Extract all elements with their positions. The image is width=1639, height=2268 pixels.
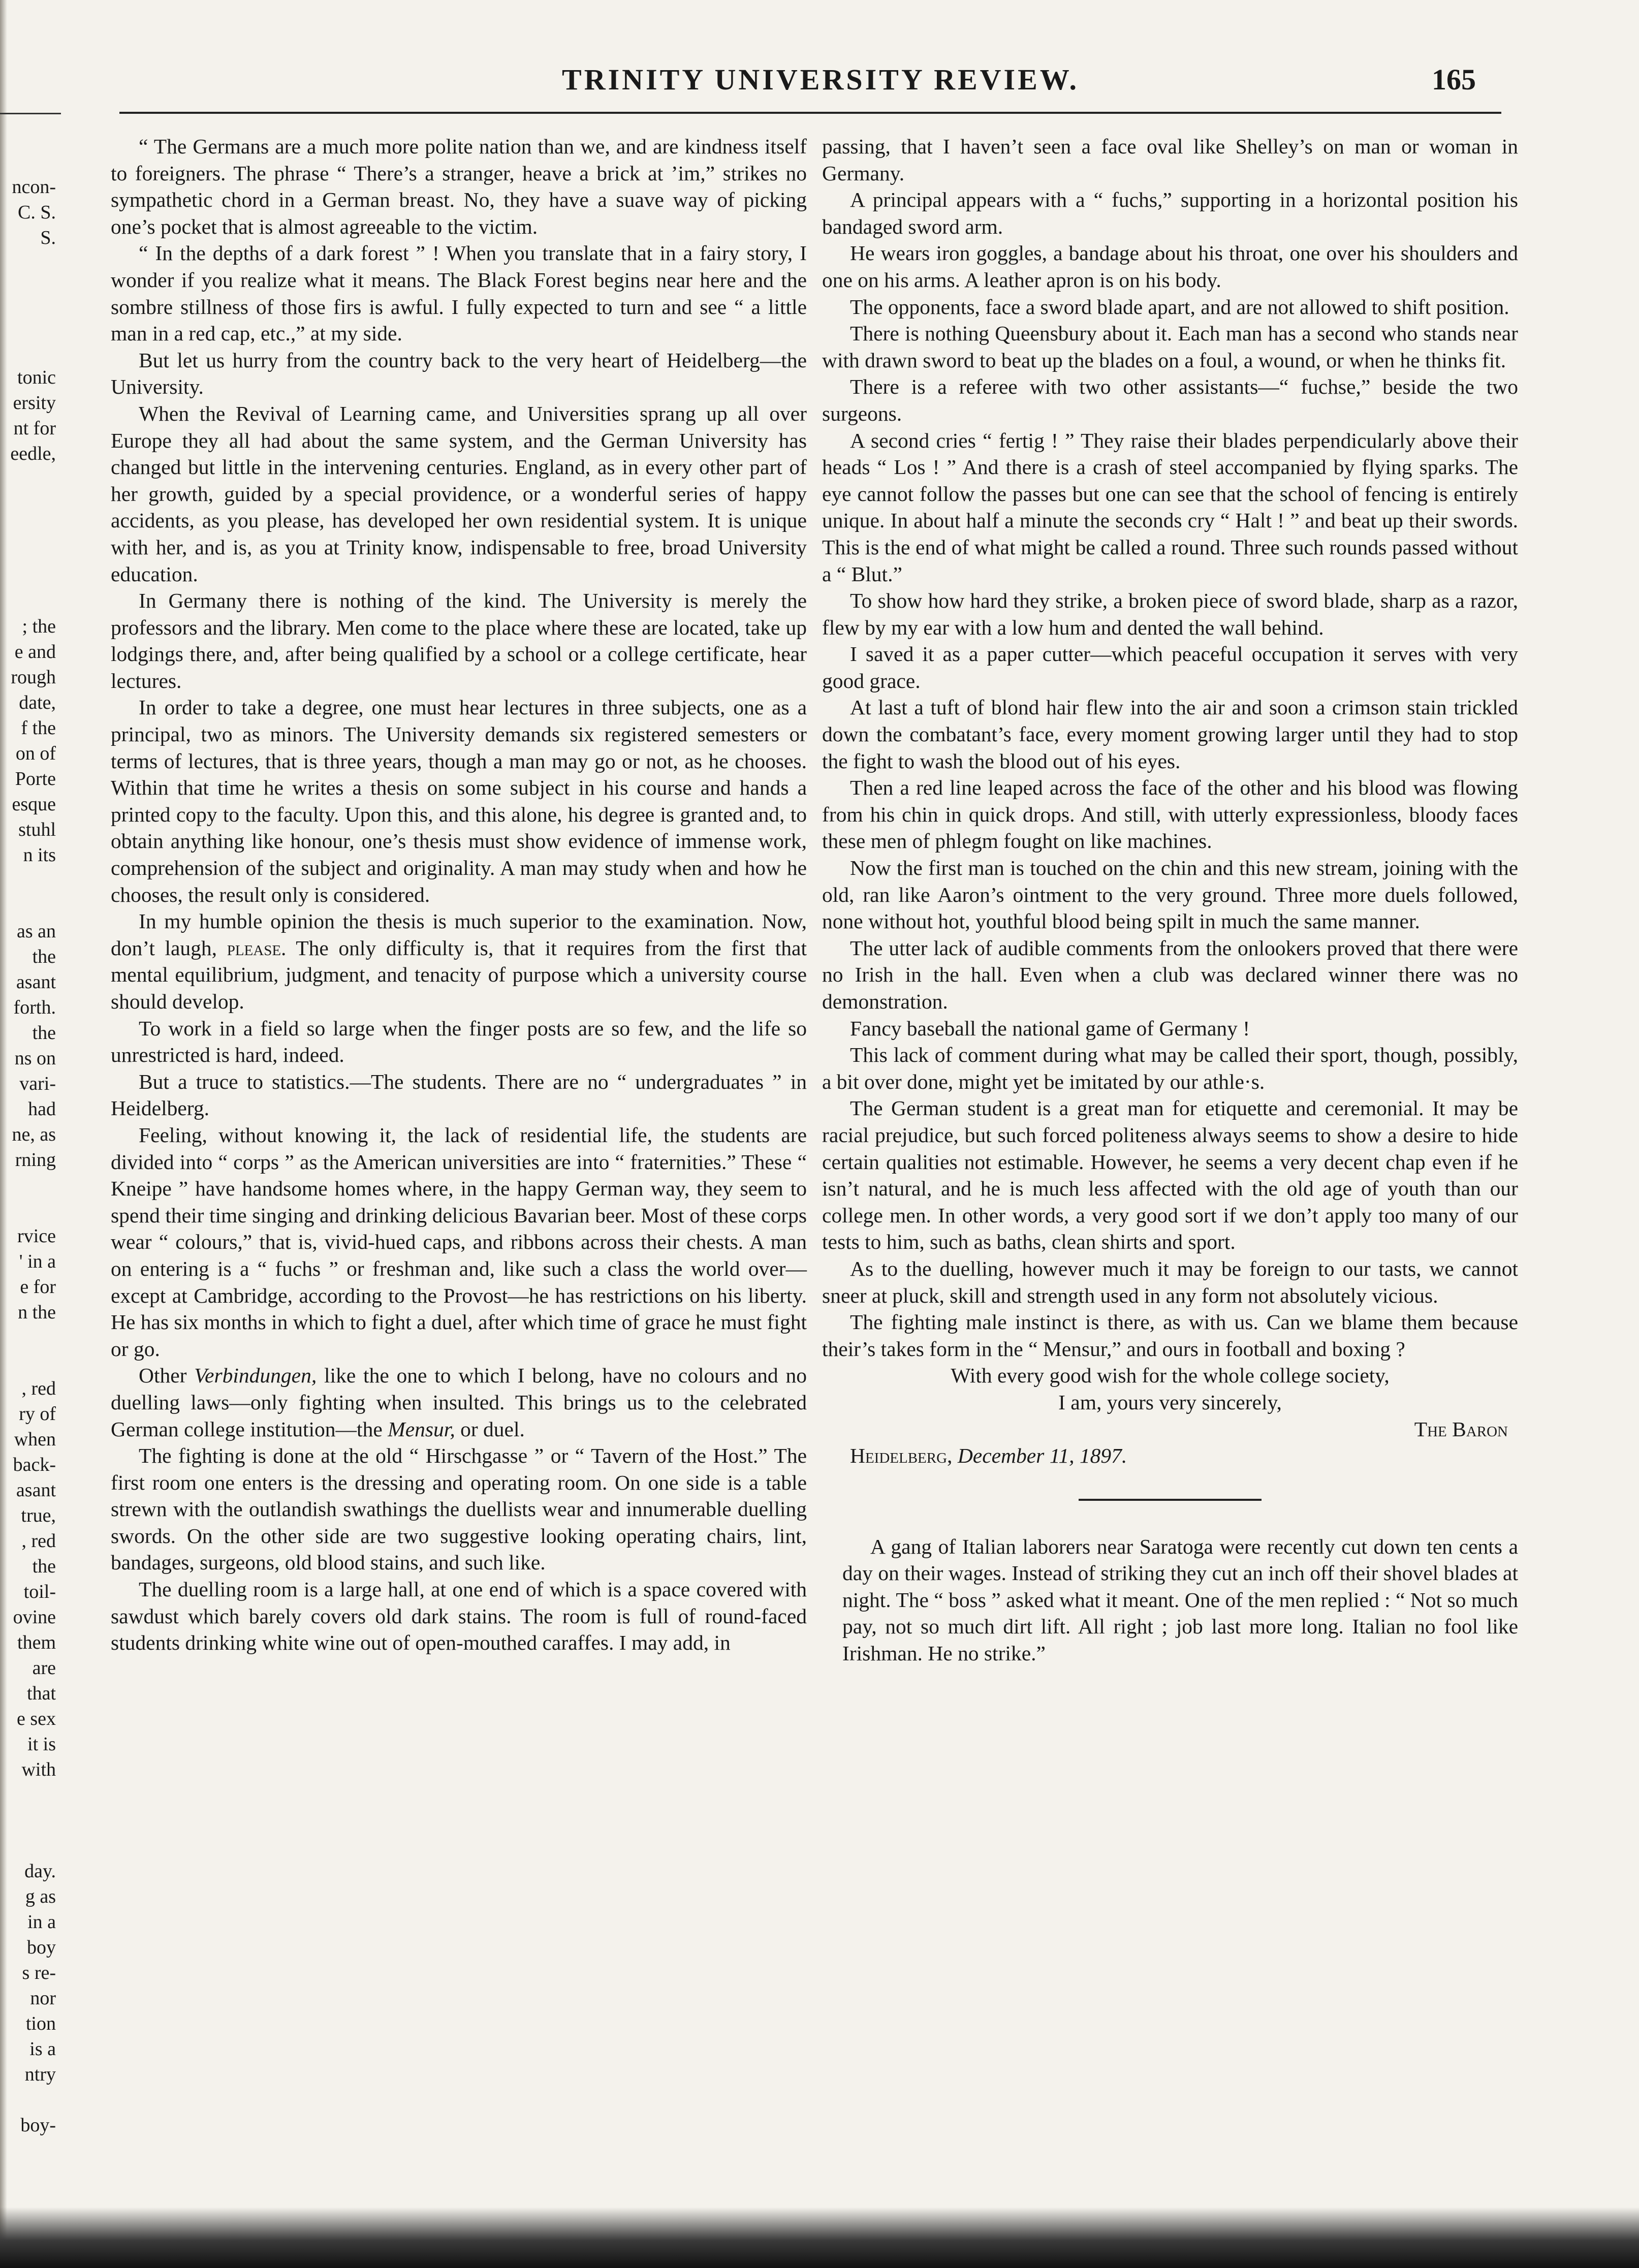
paragraph: The fighting is done at the old “ Hirschgasse ” or “ Tavern of the Host.” The first room one enters is the dressing and operating room. On one side is a table strewn with the outlandish swathings the duellists wear and innumerable duelling swords. On the other side are two suggestive looking operating chairs, lint, bandages, surgeons, old blood stains, and such like. — [111, 1444, 807, 1574]
facing-page-fragment: are — [32, 1657, 56, 1679]
facing-page-fragment: ns on — [14, 1048, 56, 1069]
facing-page-fragment: n the — [18, 1302, 56, 1323]
facing-page-fragment: it is — [27, 1734, 56, 1755]
paragraph: In order to take a degree, one must hear lectures in three subjects, one as a principal, two as minors. The University demands six registered semesters or terms of lectures, that is three years, though a man may go or not, as he chooses. Within that time he writes a thesis on some subject in his course and hands a printed copy to the faculty. Upon this, and this alone, his degree is granted and, to obtain anything like honour, one’s thesis must show evidence of immense work, comprehension of the subject and originality. A man may study when and how he chooses, the result only is considered. — [111, 696, 807, 906]
paragraph: The utter lack of audible comments from the onlookers proved that there were no Irish in the hall. Even when a club was declared winner there was no demonstration. — [822, 936, 1518, 1013]
left-page-rule — [0, 113, 61, 114]
please-smallcaps: please. — [227, 936, 287, 960]
signature: The Baron — [1414, 1417, 1508, 1441]
facing-page-fragment: boy — [27, 1937, 56, 1958]
facing-page-fragment: as an — [16, 921, 56, 942]
paragraph: To work in a field so large when the finger posts are so few, and the life so unrestricted is hard, indeed. — [111, 1016, 807, 1067]
facing-page-fragment: on of — [15, 743, 56, 764]
paragraph: When the Revival of Learning came, and Universities sprang up all over Europe they all had about the same system, and the German University has changed but little in the intervening centuries. England, as in every other part of her growth, guided by a special providence, or a wonderful series of happy accidents, as you please, has developed her own residential system. It is unique with her, and is, as you at Trinity know, indispensable to free, broad University education. — [111, 401, 807, 586]
dateline-place: Heidelberg, — [850, 1444, 953, 1468]
facing-page-fragment: nor — [30, 1988, 56, 2009]
facing-page-fragment: e and — [14, 641, 56, 663]
facing-page-fragment: ersity — [13, 392, 56, 414]
dateline — [822, 1442, 1518, 1469]
facing-page-fragment: s re- — [22, 1962, 56, 1983]
page-header — [119, 53, 1522, 104]
paragraph: As to the duelling, however much it may be foreign to our tasts, we cannot sneer at pluck, skill and strength used in any form not absolutely vicious. — [822, 1256, 1518, 1307]
facing-page-fragment: ; the — [22, 616, 56, 637]
facing-page-fragment: g as — [25, 1886, 56, 1907]
running-title: TRINITY UNIVERSITY REVIEW. — [562, 63, 1079, 96]
paragraph-continuation: passing, that I haven’t seen a face oval like Shelley’s on man or woman in Germany. — [822, 135, 1518, 185]
facing-page-fragment: , red — [21, 1530, 56, 1552]
facing-page-fragment: the — [32, 1022, 56, 1044]
closing-yours: I am, yours very sincerely, — [1058, 1390, 1282, 1414]
paragraph — [111, 1362, 807, 1442]
text-run: In my humble opinion the thesis is much superior to the examination. Now, don’t laugh, — [111, 909, 807, 960]
paragraph: Then a red line leaped across the face of the other and his blood was flowing from his chin in quick drops. And still, with utterly expressionless, bloody faces these men of phlegm fought on like machines. — [822, 776, 1518, 853]
facing-page-fragment: had — [28, 1098, 56, 1120]
facing-page-fragment: nt for — [13, 418, 56, 439]
paragraph: The German student is a great man for etiquette and ceremonial. It may be racial prejudice, but such forced politeness always seems to show a desire to hide certain qualities not estimable. However, he seems a very decent chap even if he isn’t natural, and he is much less affected with the old age of youth than our college men. In other words, a very good sort if we don’t apply too many of our tests to him, such as baths, clean shirts and sport. — [822, 1096, 1518, 1254]
facing-page-fragment: stuhl — [18, 819, 56, 840]
facing-page-fragment: e for — [20, 1276, 56, 1298]
facing-page-fragment: f the — [21, 717, 56, 739]
page-number: 165 — [1432, 63, 1476, 96]
header-rule — [119, 112, 1501, 114]
facing-page-fragment: ntry — [24, 2064, 56, 2085]
paragraph: There is a referee with two other assistants—“ fuchse,” beside the two surgeons. — [822, 375, 1518, 425]
facing-page-fragment: eedle, — [10, 443, 56, 464]
facing-page-fragment: esque — [12, 794, 56, 815]
facing-page-fragment: S. — [40, 227, 56, 248]
paragraph: “ The Germans are a much more polite nation than we, and are kindness itself to foreigners. The phrase “ There’s a stranger, heave a brick at ’im,” strikes no sympathetic chord in a German breast. No, they have a suave way of picking one’s pocket that is almost agreeable to the victim. — [111, 135, 807, 238]
paragraph: He wears iron goggles, a bandage about his throat, one over his shoulders and one on his arms. A leather apron is on his body. — [822, 241, 1518, 292]
paragraph: But a truce to statistics.—The students. There are no “ undergraduates ” in Heidelberg. — [111, 1069, 807, 1120]
facing-page-fragment: tonic — [17, 367, 56, 388]
facing-page-fragment: day. — [24, 1861, 56, 1882]
facing-page-fragment: ncon- — [12, 176, 56, 198]
text-run: like the one to which I belong, have no colours and no duelling laws—only fighting when insulted. This brings us to the celebrated German college institution—the — [111, 1364, 807, 1441]
facing-page-fragment: forth. — [13, 997, 56, 1018]
facing-page-fragment: that — [27, 1683, 56, 1704]
facing-page-fragment: rough — [11, 667, 56, 688]
page-bottom-shadow — [0, 2207, 1639, 2268]
paragraph: The fighting male instinct is there, as with us. Can we blame them because their’s takes form in the “ Mensur,” and ours in football and boxing ? — [822, 1310, 1518, 1361]
facing-page-fragment: date, — [19, 692, 56, 713]
text-run: Other — [139, 1364, 195, 1388]
facing-page-fragment: boy- — [20, 2115, 56, 2136]
paragraph: A second cries “ fertig ! ” They raise their blades perpendicularly above their heads “ Los ! ” And there is a crash of steel accompanied by flying sparks. The eye cannot follow the passes but one can see that the school of fencing is entirely unique. In about half a minute the seconds cry “ Halt ! ” and beat up their swords. This is the end of what might be called a round. Three such rounds passed without a “ Blut.” — [822, 428, 1518, 586]
facing-page-fragment: rvice — [17, 1225, 56, 1247]
closing-wish: With every good wish for the whole college society, — [951, 1364, 1390, 1388]
facing-page-fragment: ovine — [13, 1606, 56, 1628]
facing-page-fragment: ne, as — [12, 1124, 56, 1145]
facing-page-fragment: when — [14, 1429, 56, 1450]
italic-term: Mensur, — [388, 1417, 455, 1441]
facing-page-fragment: toil- — [23, 1581, 56, 1602]
paragraph — [111, 908, 807, 1015]
facing-page-fragment: n its — [23, 844, 56, 866]
right-column — [822, 133, 1518, 1667]
paragraph: “ In the depths of a dark forest ” ! When you translate that in a fairy story, I wonder if you realize what it means. The Black Forest begins near here and the sombre stillness of those firs is awful. I fully expected to turn and see “ a little man in a red cap, etc.,” at my side. — [111, 241, 807, 345]
facing-page-fragment: tion — [25, 2013, 56, 2034]
anecdote-paragraph: A gang of Italian laborers near Saratoga were recently cut down ten cents a day on their wages. Instead of striking they cut an inch off their shovel blades at night. The “ boss ” asked what it meant. One of the men replied : “ Not so much pay, not so much dirt lift. All right ; job last more long. Italian no fool like Irishman. He no strike.” — [842, 1534, 1518, 1665]
paragraph: The duelling room is a large hall, at one end of which is a space covered with sawdust which barely covers old dark stains. The room is full of round-faced students drinking white wine out of open-mouthed caraffes. I may add, in — [111, 1578, 807, 1655]
paragraph: But let us hurry from the country back to the very heart of Heidelberg—the University. — [111, 348, 807, 399]
paragraph: Fancy baseball the national game of Germany ! — [850, 1016, 1250, 1040]
facing-page-fragment: , red — [21, 1378, 56, 1399]
paragraph: To show how hard they strike, a broken piece of sword blade, sharp as a razor, flew by my ear with a low hum and dented the wall behind. — [822, 589, 1518, 639]
text-run: The only difficulty is, that it requires from the first that mental equilibrium, judgment, and tenacity of purpose which a university course should develop. — [111, 936, 807, 1013]
paragraph: Feeling, without knowing it, the lack of residential life, the students are divided into “ corps ” as the American universities are into “ fraternities.” These “ Kneipe ” have handsome homes where, in the happy German way, they seem to spend their time singing and drinking delicious Bavarian beer. Most of these corps wear “ colours,” that is, vivid-hued caps, and ribbons across their chests. A man on entering is a “ fuchs ” or freshman and, like such a class the world over—except at Cambridge, according to the Provost—he has restrictions on his liberty. He has six months in which to fight a duel, after which time of grace he must fight or go. — [111, 1123, 807, 1361]
paragraph: There is nothing Queensbury about it. Each man has a second who stands near with drawn sword to beat up the blades on a foul, a wound, or when he thinks fit. — [822, 322, 1518, 372]
facing-page-fragment: Porte — [15, 768, 56, 790]
facing-page-fragment: ry of — [19, 1403, 56, 1425]
facing-page-fragment: is a — [29, 2038, 56, 2060]
facing-page-fragment: ' in a — [19, 1251, 56, 1272]
facing-page-fragment: asant — [16, 971, 56, 993]
paragraph: I saved it as a paper cutter—which peaceful occupation it serves with very good grace. — [822, 642, 1518, 692]
facing-page-text-fragments — [0, 127, 60, 2185]
facing-page-fragment: them — [17, 1632, 56, 1653]
facing-page-fragment: e sex — [16, 1708, 56, 1729]
left-column — [111, 133, 807, 1656]
paragraph: Now the first man is touched on the chin and this new stream, joining with the old, ran like Aaron’s ointment to the very ground. Three more duels followed, none without hot, youthful blood being spilt in much the same manner. — [822, 856, 1518, 933]
facing-page-fragment: with — [21, 1759, 56, 1780]
facing-page-fragment: rning — [15, 1149, 56, 1171]
paragraph: A principal appears with a “ fuchs,” supporting in a horizontal position his bandaged sword arm. — [822, 188, 1518, 238]
text-run: or duel. — [455, 1417, 525, 1441]
facing-page-fragment: back- — [13, 1454, 56, 1475]
facing-page-fragment: true, — [21, 1505, 56, 1526]
paragraph: The opponents, face a sword blade apart, and are not allowed to shift position. — [850, 295, 1509, 319]
facing-page-fragment: in a — [27, 1911, 56, 1933]
facing-page-fragment: the — [32, 1556, 56, 1577]
facing-page-fragment: the — [32, 946, 56, 967]
section-divider — [1079, 1499, 1262, 1501]
facing-page-fragment: vari- — [19, 1073, 56, 1094]
paragraph: This lack of comment during what may be called their sport, though, possibly, a bit over done, might yet be imitated by our athle·s. — [822, 1043, 1518, 1093]
italic-term: Verbindungen, — [194, 1364, 317, 1388]
paragraph: At last a tuft of blond hair flew into the air and soon a crimson stain trickled down the combatant’s face, every moment growing larger until they had to stop the fight to wash the blood out of his eyes. — [822, 696, 1518, 773]
facing-page-fragment: asant — [16, 1479, 56, 1501]
dateline-date: December 11, 1897. — [957, 1444, 1127, 1468]
paragraph: In Germany there is nothing of the kind. The University is merely the professors and the library. Men come to the place where these are located, take up lodgings there, and, after being qualified by a school or a college certificate, hear lectures. — [111, 589, 807, 692]
facing-page-fragment: C. S. — [18, 202, 56, 223]
